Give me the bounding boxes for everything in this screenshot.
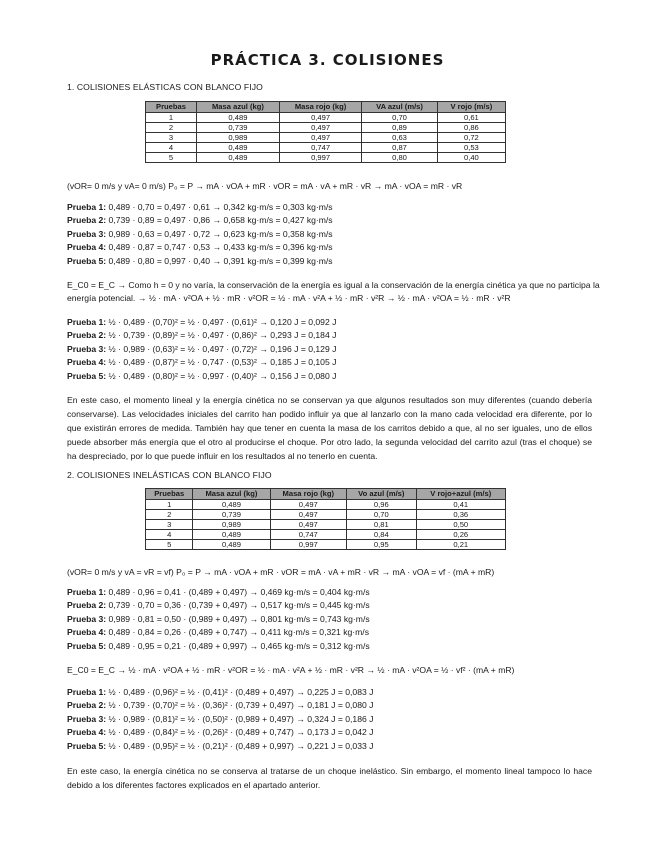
table-cell: 0,497	[270, 510, 347, 520]
elastic-collisions-table	[145, 101, 506, 163]
table-cell: 0,84	[347, 530, 417, 540]
momentum-formula-elastic: (vOR= 0 m/s y vA= 0 m/s) P₀ = P → mA · vOA + mR · vOR = mA · vA + mR · vR → mA · vOA = mR · vR	[67, 181, 463, 191]
test-label: Prueba 2:	[67, 215, 107, 226]
test-label: Prueba 4:	[67, 727, 107, 738]
table-cell: 0,489	[196, 143, 279, 153]
energy-formula-elastic-line-2: energía potencial. → ½ · mA · v²OA + ½ · mR · v²OR = ½ · mA · v²A + ½ · mR · v²R → ½ · mA · v²OA = ½ · mR · v²R	[67, 293, 511, 303]
table-header-row	[146, 102, 506, 113]
table-row	[146, 500, 506, 510]
table-header-cell: V rojo+azul (m/s)	[416, 489, 505, 500]
table-header-cell: V rojo (m/s)	[437, 102, 505, 113]
result-equation: 0,489 · 0,96 = 0,41 · (0,489 + 0,497) → 0,469 kg·m/s = 0,404 kg·m/s	[106, 587, 370, 597]
table-cell: 0,989	[196, 133, 279, 143]
table-cell: 0,497	[279, 123, 361, 133]
table-cell: 0,80	[362, 153, 438, 163]
result-line	[67, 316, 592, 329]
table-row	[146, 510, 506, 520]
test-label: Prueba 3:	[67, 228, 107, 239]
result-line	[67, 356, 592, 369]
energy-results-inelastic	[67, 686, 592, 753]
table-cell: 0,997	[270, 540, 347, 550]
result-line	[67, 586, 592, 599]
table-row	[146, 520, 506, 530]
result-equation: 0,489 · 0,70 = 0,497 · 0,61 → 0,342 kg·m/s = 0,303 kg·m/s	[106, 202, 333, 212]
test-label: Prueba 1:	[67, 202, 107, 212]
table-cell: 1	[146, 500, 193, 510]
result-line	[67, 599, 592, 612]
table-cell: 4	[146, 530, 193, 540]
table-cell: 0,489	[193, 530, 270, 540]
energy-formula-elastic-line-1: E_C0 = E_C → Como h = 0 y no varía, la conservación de la energía es igual a la conservación de la energía cinética ya que no participa la	[67, 280, 600, 290]
result-line	[67, 626, 592, 639]
table-header-cell: Pruebas	[146, 489, 193, 500]
result-equation: ½ · 0,489 · (0,70)² = ½ · 0,497 · (0,61)² → 0,120 J = 0,092 J	[106, 317, 337, 327]
test-label: Prueba 4:	[67, 242, 107, 253]
table-cell: 0,497	[270, 500, 347, 510]
table-header-cell: VA azul (m/s)	[362, 102, 438, 113]
table-cell: 0,89	[362, 123, 438, 133]
table-cell: 0,72	[437, 133, 505, 143]
test-label: Prueba 1:	[67, 687, 107, 697]
table-cell: 0,81	[347, 520, 417, 530]
table-cell: 0,61	[437, 113, 505, 123]
table-row	[146, 143, 506, 153]
table-cell: 5	[146, 153, 197, 163]
test-label: Prueba 3:	[67, 613, 107, 624]
result-equation: 0,489 · 0,95 = 0,21 · (0,489 + 0,997) → 0,465 kg·m/s = 0,312 kg·m/s	[106, 640, 370, 651]
result-equation: ½ · 0,489 · (0,84)² = ½ · (0,26)² · (0,489 + 0,747) → 0,173 J = 0,042 J	[106, 727, 374, 738]
momentum-results-elastic	[67, 201, 592, 268]
result-equation: 0,489 · 0,87 = 0,747 · 0,53 → 0,433 kg·m/s = 0,396 kg·m/s	[106, 242, 333, 253]
energy-results-elastic	[67, 316, 592, 383]
result-line	[67, 201, 592, 214]
result-equation: 0,989 · 0,81 = 0,50 · (0,989 + 0,497) → 0,801 kg·m/s = 0,743 kg·m/s	[106, 613, 370, 624]
table-cell: 5	[146, 540, 193, 550]
test-label: Prueba 2:	[67, 600, 107, 611]
table-cell: 0,70	[347, 510, 417, 520]
result-line	[67, 699, 592, 712]
table-cell: 0,40	[437, 153, 505, 163]
result-equation: 0,739 · 0,89 = 0,497 · 0,86 → 0,658 kg·m/s = 0,427 kg·m/s	[106, 215, 333, 226]
table-cell: 0,63	[362, 133, 438, 143]
result-equation: 0,989 · 0,63 = 0,497 · 0,72 → 0,623 kg·m/s = 0,358 kg·m/s	[106, 228, 333, 239]
table-cell: 0,989	[193, 520, 270, 530]
table-cell: 0,747	[270, 530, 347, 540]
test-label: Prueba 1:	[67, 587, 107, 597]
table-row	[146, 113, 506, 123]
test-label: Prueba 4:	[67, 627, 107, 638]
test-label: Prueba 3:	[67, 343, 107, 354]
section-2-heading: 2. COLISIONES INELÁSTICAS CON BLANCO FIJO	[67, 470, 272, 480]
table-row	[146, 123, 506, 133]
table-cell: 0,41	[416, 500, 505, 510]
table-cell: 0,489	[196, 153, 279, 163]
table-row	[146, 153, 506, 163]
table-cell: 0,26	[416, 530, 505, 540]
result-line	[67, 370, 592, 383]
result-equation: ½ · 0,489 · (0,95)² = ½ · (0,21)² · (0,489 + 0,997) → 0,221 J = 0,033 J	[106, 740, 374, 751]
result-equation: ½ · 0,739 · (0,70)² = ½ · (0,36)² · (0,739 + 0,497) → 0,181 J = 0,080 J	[106, 700, 374, 711]
result-equation: ½ · 0,489 · (0,96)² = ½ · (0,41)² · (0,489 + 0,497) → 0,225 J = 0,083 J	[106, 687, 374, 697]
table-cell: 1	[146, 113, 197, 123]
table-cell: 0,489	[196, 113, 279, 123]
table-cell: 0,96	[347, 500, 417, 510]
table-cell: 3	[146, 520, 193, 530]
table-row	[146, 530, 506, 540]
section-1-heading: 1. COLISIONES ELÁSTICAS CON BLANCO FIJO	[67, 82, 263, 92]
test-label: Prueba 5:	[67, 255, 107, 266]
table-cell: 0,86	[437, 123, 505, 133]
test-label: Prueba 1:	[67, 317, 107, 327]
test-label: Prueba 5:	[67, 370, 107, 381]
result-line	[67, 343, 592, 356]
result-line	[67, 713, 592, 726]
result-line	[67, 726, 592, 739]
table-header-cell: Masa rojo (kg)	[279, 102, 361, 113]
table-cell: 0,21	[416, 540, 505, 550]
table-cell: 0,36	[416, 510, 505, 520]
table-cell: 0,739	[196, 123, 279, 133]
test-label: Prueba 4:	[67, 357, 107, 368]
table-cell: 0,53	[437, 143, 505, 153]
energy-formula-inelastic: E_C0 = E_C → ½ · mA · v²OA + ½ · mR · v²OR = ½ · mA · v²A + ½ · mR · v²R → ½ · mA · v²OA = ½ · vf² · (mA + mR)	[67, 665, 515, 675]
momentum-results-inelastic	[67, 586, 592, 653]
result-equation: ½ · 0,739 · (0,89)² = ½ · 0,497 · (0,86)² → 0,293 J = 0,184 J	[106, 330, 337, 341]
conclusion-inelastic: En este caso, la energía cinética no se conserva al tratarse de un choque inelástico. Sin embargo, el momento lineal tampoco lo hace debido a los diferentes factores explicados en el apartado anterior.	[67, 766, 592, 790]
inelastic-collisions-table	[145, 488, 506, 550]
table-cell: 2	[146, 510, 193, 520]
table-cell: 0,497	[270, 520, 347, 530]
result-line	[67, 740, 592, 753]
result-equation: 0,739 · 0,70 = 0,36 · (0,739 + 0,497) → 0,517 kg·m/s = 0,445 kg·m/s	[106, 600, 370, 611]
page-title: PRÁCTICA 3. COLISIONES	[210, 51, 445, 69]
table-cell: 0,70	[362, 113, 438, 123]
table-cell: 0,497	[279, 113, 361, 123]
table-row	[146, 133, 506, 143]
result-equation: ½ · 0,489 · (0,87)² = ½ · 0,747 · (0,53)² → 0,185 J = 0,105 J	[106, 357, 337, 368]
table-cell: 0,95	[347, 540, 417, 550]
result-line	[67, 241, 592, 254]
table-cell: 0,739	[193, 510, 270, 520]
table-cell: 4	[146, 143, 197, 153]
result-line	[67, 214, 592, 227]
result-equation: ½ · 0,989 · (0,81)² = ½ · (0,50)² · (0,989 + 0,497) → 0,324 J = 0,186 J	[106, 713, 374, 724]
table-cell: 0,489	[193, 500, 270, 510]
result-line	[67, 613, 592, 626]
test-label: Prueba 5:	[67, 640, 107, 651]
table-header-cell: Masa azul (kg)	[196, 102, 279, 113]
result-equation: 0,489 · 0,80 = 0,997 · 0,40 → 0,391 kg·m/s = 0,399 kg·m/s	[106, 255, 333, 266]
result-line	[67, 329, 592, 342]
table-cell: 2	[146, 123, 197, 133]
table-header-cell: Masa rojo (kg)	[270, 489, 347, 500]
result-equation: ½ · 0,489 · (0,80)² = ½ · 0,997 · (0,40)² → 0,156 J = 0,080 J	[106, 370, 337, 381]
table-row	[146, 540, 506, 550]
table-cell: 3	[146, 133, 197, 143]
test-label: Prueba 5:	[67, 740, 107, 751]
momentum-formula-inelastic: (vOR= 0 m/s y vA = vR = vf) P₀ = P → mA · vOA + mR · vOR = mA · vA + mR · vR → mA · vOA = vf · (mA + mR)	[67, 567, 495, 577]
table-header-row	[146, 489, 506, 500]
result-line	[67, 686, 592, 699]
table-cell: 0,497	[279, 133, 361, 143]
table-cell: 0,747	[279, 143, 361, 153]
table-header-cell: Vo azul (m/s)	[347, 489, 417, 500]
table-cell: 0,50	[416, 520, 505, 530]
test-label: Prueba 3:	[67, 713, 107, 724]
test-label: Prueba 2:	[67, 700, 107, 711]
result-line	[67, 640, 592, 653]
result-equation: 0,489 · 0,84 = 0,26 · (0,489 + 0,747) → 0,411 kg·m/s = 0,321 kg·m/s	[106, 627, 369, 638]
table-cell: 0,489	[193, 540, 270, 550]
table-header-cell: Pruebas	[146, 102, 197, 113]
result-line	[67, 255, 592, 268]
table-cell: 0,87	[362, 143, 438, 153]
result-line	[67, 228, 592, 241]
test-label: Prueba 2:	[67, 330, 107, 341]
result-equation: ½ · 0,989 · (0,63)² = ½ · 0,497 · (0,72)² → 0,196 J = 0,129 J	[106, 343, 337, 354]
table-cell: 0,997	[279, 153, 361, 163]
conclusion-elastic: En este caso, el momento lineal y la energía cinética no se conservan ya que algunos resultados son muy diferentes (cuando debería conservarse). Las velocidades iniciales del carrito han podido influir ya que al lanzarlo con la mano cada velocidad era diferente, por lo que existirán errores de medida. También hay que tener en cuenta la masa de los carritos debido a que, al no ser iguales, uno de ellos puede absorber más energía que el otro al producirse el choque. Por otro lado, la segunda velocidad del carrito azul (tras el choque) se ha despreciado, por lo que puede influir en los resultados al no tenerlo en cuenta.	[67, 395, 592, 461]
table-header-cell: Masa azul (kg)	[193, 489, 270, 500]
